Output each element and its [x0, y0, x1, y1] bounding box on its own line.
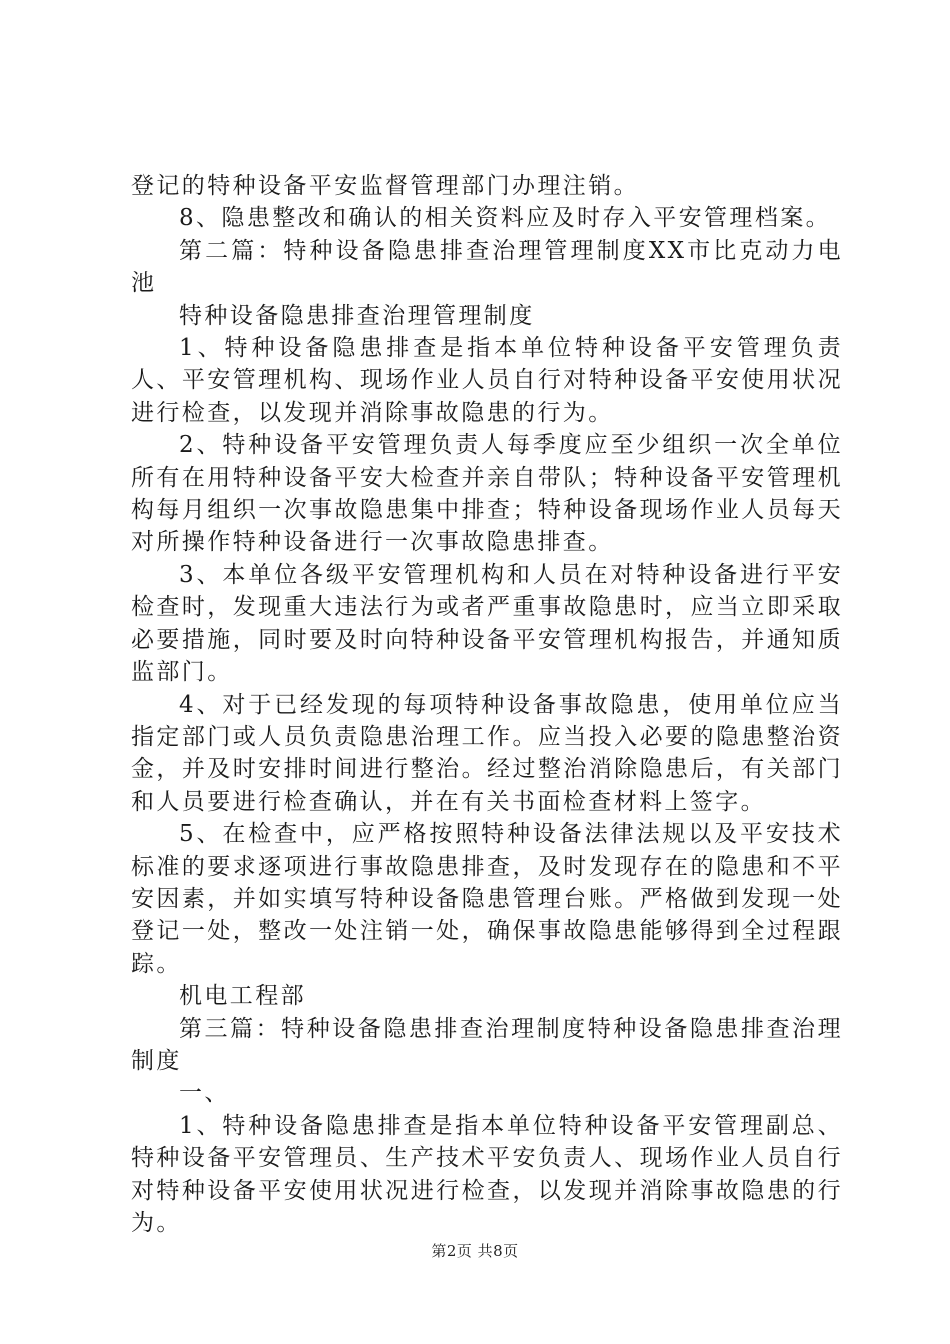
page-number: 第2页 共8页	[431, 1242, 519, 1260]
paragraph-item-5: 5、在检查中，应严格按照特种设备法律法规以及平安技术标准的要求逐项进行事故隐患排查，及时发现存在的隐患和不平安因素，并如实填写特种设备隐患管理台账。严格做到发现一处登记一处，整改一处注销一处，确保事故隐患能够得到全过程跟踪。	[131, 821, 843, 977]
paragraph-continuation: 登记的特种设备平安监督管理部门办理注销。	[131, 173, 639, 199]
paragraph-item-3: 3、本单位各级平安管理机构和人员在对特种设备进行平安检查时，发现重大违法行为或者严重事故隐患时，应当立即采取必要措施，同时要及时向特种设备平安管理机构报告，并通知质监部门。	[131, 561, 843, 686]
paragraph-item-8: 8、隐患整改和确认的相关资料应及时存入平安管理档案。	[179, 205, 832, 232]
paragraph-item-4: 4、对于已经发现的每项特种设备事故隐患，使用单位应当指定部门或人员负责隐患治理工作。应当投入必要的隐患整治资金，并及时安排时间进行整治。经过整治消除隐患后，有关部门和人员要进行检查确认，并在有关书面检查材料上签字。	[131, 691, 843, 815]
section-number: 一、	[179, 1080, 230, 1107]
section-heading-part-two: 第二篇：特种设备隐患排查治理管理制度XX市比克动力电池	[131, 237, 843, 297]
paragraph-item-1: 1、特种设备隐患排查是指本单位特种设备平安管理负责人、平安管理机构、现场作业人员自行对特种设备平安使用状况进行检查，以发现并消除事故隐患的行为。	[131, 335, 843, 426]
section-heading-part-three: 第三篇：特种设备隐患排查治理制度特种设备隐患排查治理制度	[131, 1015, 843, 1074]
paragraph-item-2: 2、特种设备平安管理负责人每季度应至少组织一次全单位所有在用特种设备平安大检查并亲自带队；特种设备平安管理机构每月组织一次事故隐患集中排查；特种设备现场作业人员每天对所操作特种设备进行一次事故隐患排查。	[131, 432, 843, 556]
document-title: 特种设备隐患排查治理管理制度	[179, 302, 535, 329]
document-body	[131, 170, 843, 1239]
paragraph-item-1-part-three: 1、特种设备隐患排查是指本单位特种设备平安管理副总、特种设备平安管理员、生产技术平安负责人、现场作业人员自行对特种设备平安使用状况进行检查，以发现并消除事故隐患的行为。	[131, 1112, 843, 1236]
department-signature: 机电工程部	[179, 983, 306, 1010]
